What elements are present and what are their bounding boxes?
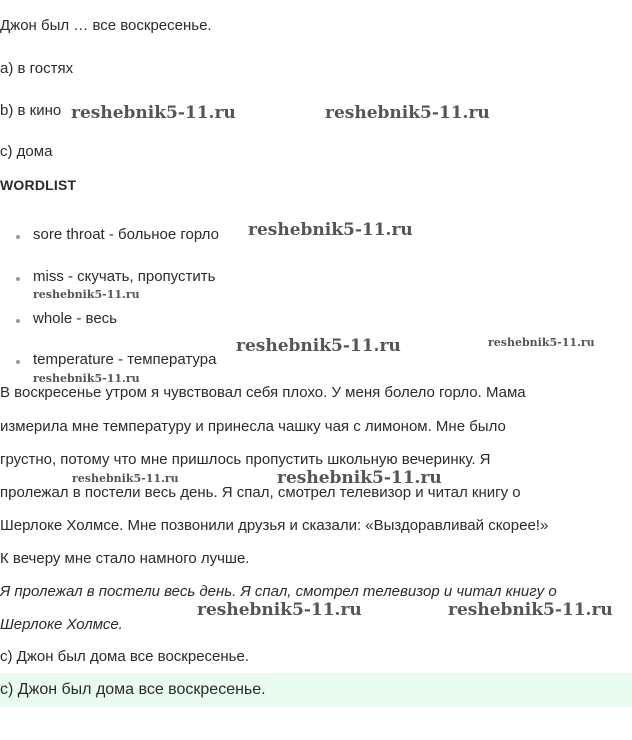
bullet-icon	[16, 277, 20, 281]
story-line: грустно, потому что мне пришлось пропустить школьную вечеринку. Я	[0, 451, 491, 468]
bullet-icon	[16, 360, 20, 364]
wordlist-item: miss - скучать, пропустить	[33, 268, 216, 285]
option-c: c) дома	[0, 143, 53, 160]
option-b: b) в кино	[0, 102, 62, 119]
wordlist-item: temperature - температура	[33, 351, 217, 368]
answer-highlight-text: c) Джон был дома все воскресенье.	[0, 681, 266, 698]
quote-line: Шерлоке Холмсе.	[0, 616, 123, 633]
answer-highlight	[0, 673, 632, 707]
watermark: reshebnik5-11.ru	[33, 372, 140, 385]
story-line: пролежал в постели весь день. Я спал, смотрел телевизор и читал книгу о	[0, 484, 521, 501]
question-text: Джон был … все воскресенье.	[0, 17, 212, 34]
wordlist-item: sore throat - больное горло	[33, 226, 219, 243]
watermark: reshebnik5-11.ru	[236, 336, 401, 356]
watermark: reshebnik5-11.ru	[448, 600, 613, 620]
watermark: reshebnik5-11.ru	[71, 103, 236, 123]
story-line: В воскресенье утром я чувствовал себя плохо. У меня болело горло. Мама	[0, 384, 526, 401]
watermark: reshebnik5-11.ru	[248, 220, 413, 240]
bullet-icon	[16, 319, 20, 323]
story-line: К вечеру мне стало намного лучше.	[0, 550, 250, 567]
story-line: измерила мне температуру и принесла чашку чая с лимоном. Мне было	[0, 418, 506, 435]
bullet-icon	[16, 235, 20, 239]
wordlist-item: whole - весь	[33, 310, 117, 327]
wordlist-heading: WORDLIST	[0, 177, 77, 193]
option-a: a) в гостях	[0, 60, 74, 77]
story-line: Шерлоке Холмсе. Мне позвонили друзья и сказали: «Выздоравливай скорее!»	[0, 517, 549, 534]
watermark: reshebnik5-11.ru	[277, 468, 442, 488]
quote-line: Я пролежал в постели весь день. Я спал, смотрел телевизор и читал книгу о	[0, 583, 557, 600]
watermark: reshebnik5-11.ru	[488, 336, 595, 349]
watermark: reshebnik5-11.ru	[325, 103, 490, 123]
answer-text: c) Джон был дома все воскресенье.	[0, 648, 250, 665]
watermark: reshebnik5-11.ru	[197, 600, 362, 620]
watermark: reshebnik5-11.ru	[72, 472, 179, 485]
watermark: reshebnik5-11.ru	[33, 288, 140, 301]
